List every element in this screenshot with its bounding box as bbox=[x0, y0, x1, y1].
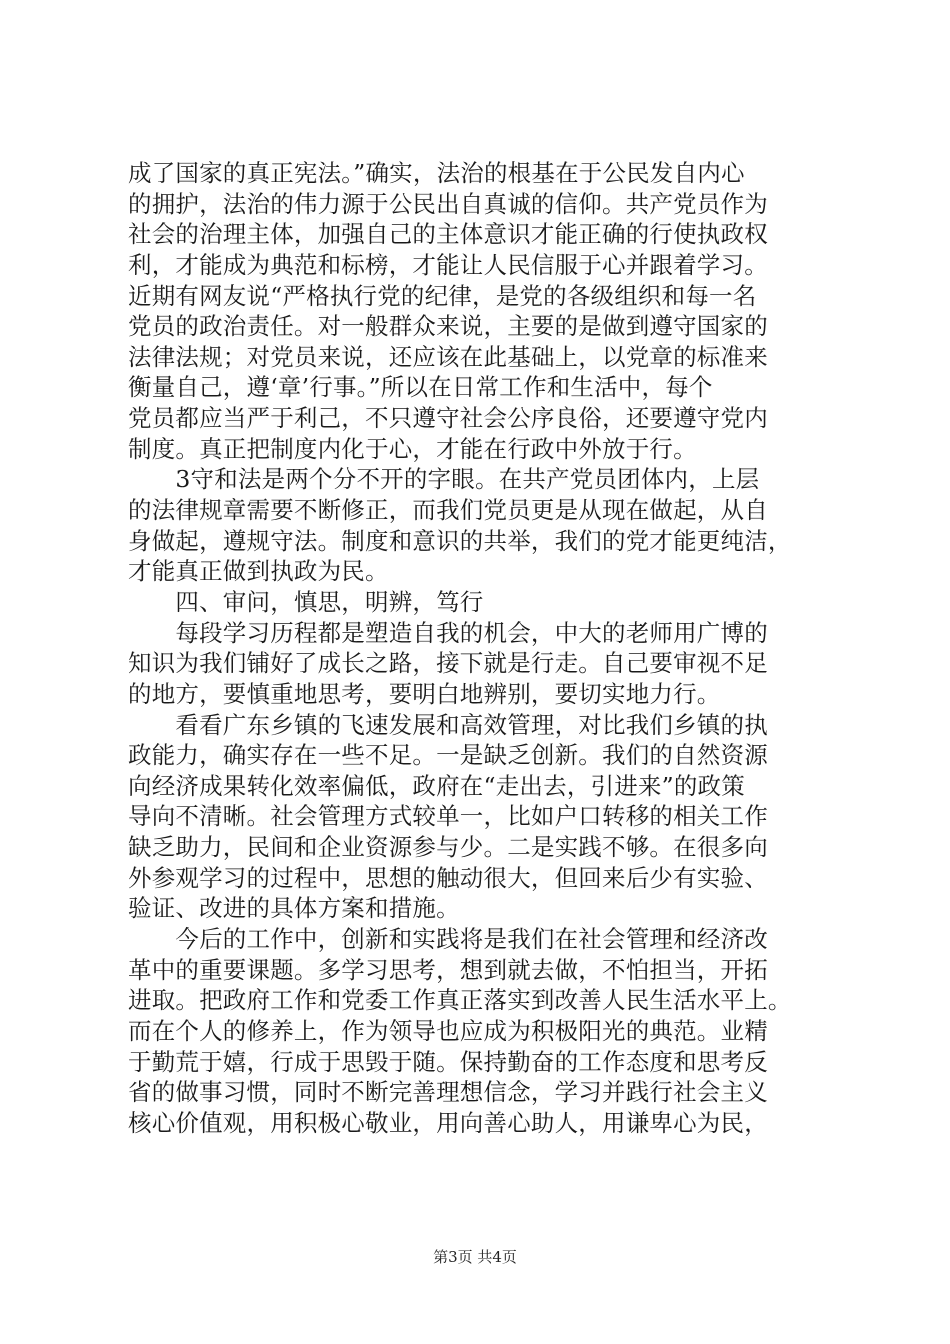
text-line: 的地方，要慎重地思考，要明白地辨别，要切实地力行。 bbox=[128, 679, 721, 708]
text-line: 知识为我们铺好了成长之路，接下就是行走。自己要审视不足 bbox=[128, 649, 768, 678]
text-line: 革中的重要课题。多学习思考，想到就去做，不怕担当，开拓 bbox=[128, 955, 768, 984]
text-line: 近期有网友说“严格执行党的纪律，是党的各级组织和每一名 bbox=[128, 281, 757, 310]
text-line: 3守和法是两个分不开的字眼。在共产党员团体内，上层 bbox=[128, 465, 760, 494]
text-line: 外参观学习的过程中，思想的触动很大，但回来后少有实验、 bbox=[128, 863, 768, 892]
text-line: 而在个人的修养上，作为领导也应成为积极阳光的典范。业精 bbox=[128, 1016, 768, 1045]
text-line: 才能真正做到执政为民。 bbox=[128, 557, 389, 586]
page-number-footer: 第3页 共4页 bbox=[433, 1248, 517, 1266]
text-line: 党员的政治责任。对一般群众来说，主要的是做到遵守国家的 bbox=[128, 312, 768, 341]
text-line: 衡量自己，遵‘章’行事。”所以在日常工作和生活中，每个 bbox=[128, 373, 713, 402]
text-line: 向经济成果转化效率偏低，政府在“走出去，引进来”的政策 bbox=[128, 771, 745, 800]
text-line: 于勤荒于嬉，行成于思毁于随。保持勤奋的工作态度和思考反 bbox=[128, 1047, 768, 1076]
section-heading: 四、审问，慎思，明辨，笃行 bbox=[128, 587, 484, 616]
text-line: 进取。把政府工作和党委工作真正落实到改善人民生活水平上。 bbox=[128, 986, 792, 1015]
text-line: 的拥护，法治的伟力源于公民出自真诚的信仰。共产党员作为 bbox=[128, 189, 768, 218]
text-line: 利，才能成为典范和标榜，才能让人民信服于心并跟着学习。 bbox=[128, 250, 768, 279]
text-line: 省的做事习惯，同时不断完善理想信念，学习并践行社会主义 bbox=[128, 1078, 768, 1107]
text-line: 的法律规章需要不断修正，而我们党员更是从现在做起，从自 bbox=[128, 496, 768, 525]
body-text bbox=[128, 158, 840, 1139]
text-line: 制度。真正把制度内化于心，才能在行政中外放于行。 bbox=[128, 434, 697, 463]
text-line: 缺乏助力，民间和企业资源参与少。二是实践不够。在很多向 bbox=[128, 833, 768, 862]
text-line: 身做起，遵规守法。制度和意识的共举，我们的党才能更纯洁， bbox=[128, 526, 792, 555]
text-line: 成了国家的真正宪法。”确实，法治的根基在于公民发自内心 bbox=[128, 159, 745, 187]
text-line: 验证、改进的具体方案和措施。 bbox=[128, 894, 460, 923]
text-line: 今后的工作中，创新和实践将是我们在社会管理和经济改 bbox=[128, 925, 768, 954]
text-line: 党员都应当严于利己，不只遵守社会公序良俗，还要遵守党内 bbox=[128, 404, 768, 433]
text-line: 法律法规；对党员来说，还应该在此基础上，以党章的标准来 bbox=[128, 342, 768, 371]
text-line: 社会的治理主体，加强自己的主体意识才能正确的行使执政权 bbox=[128, 220, 768, 249]
text-line: 核心价值观，用积极心敬业，用向善心助人，用谦卑心为民， bbox=[128, 1108, 768, 1137]
text-line: 每段学习历程都是塑造自我的机会，中大的老师用广博的 bbox=[128, 618, 768, 647]
text-line: 看看广东乡镇的飞速发展和高效管理，对比我们乡镇的执 bbox=[128, 710, 768, 739]
text-line: 政能力，确实存在一些不足。一是缺乏创新。我们的自然资源 bbox=[128, 741, 768, 770]
text-line: 导向不清晰。社会管理方式较单一，比如户口转移的相关工作 bbox=[128, 802, 768, 831]
